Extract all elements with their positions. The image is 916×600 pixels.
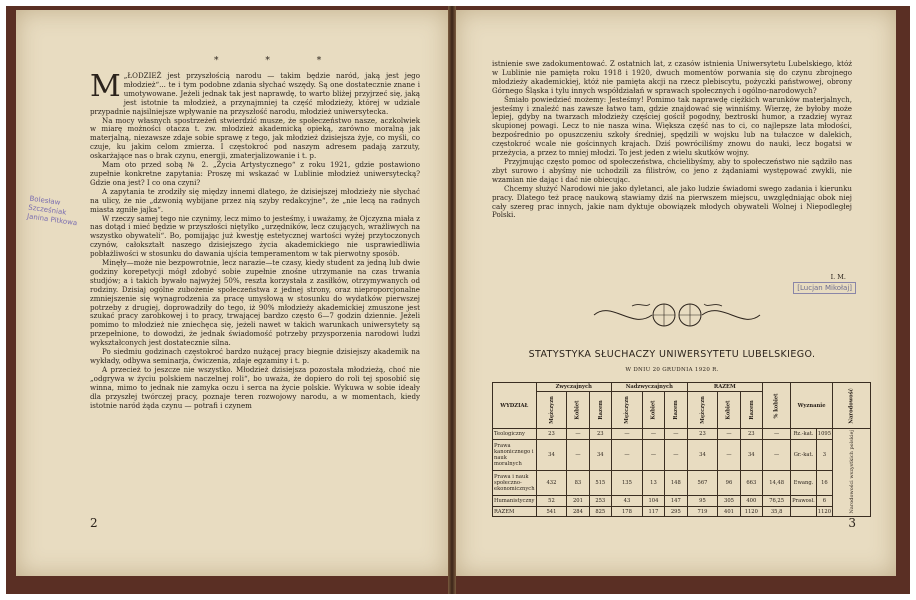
th-wyznanie: Wyznanie	[791, 383, 833, 429]
cell-wyz-val: 16	[816, 471, 832, 496]
cell-z-m: 23	[536, 429, 567, 440]
cell-wyz-val: 6	[816, 496, 832, 507]
cell-z-k: 284	[567, 506, 589, 517]
cell-n-k: —	[642, 439, 664, 471]
cell-n-r: 295	[665, 506, 688, 517]
th-r-k: Kobiet	[718, 392, 740, 429]
handwritten-margin-note: Bolesław Szcześniak Janina Pitkowa	[26, 194, 78, 228]
stats-subtitle: W DNIU 20 GRUDNIA 1920 R.	[625, 367, 719, 373]
cell-n-r: —	[665, 429, 688, 440]
cell-r-k: —	[718, 429, 740, 440]
cell-pct: 35,8	[763, 506, 791, 517]
table-row	[493, 429, 871, 440]
cell-r-k: —	[718, 439, 740, 471]
cell-z-k: 83	[567, 471, 589, 496]
paragraph-3: A zapytania te zrodziły się między innemi dlatego, że dzisiejszej młodzieży nie słychać na ulicy, że nie „dzwonią wybijane przez nią szyby redakcyjne“, że „nie lecą na radnych miasta zgniłe jajka“.	[90, 186, 420, 214]
cell-z-k: 201	[567, 496, 589, 507]
th-n-m: Mężczyzn	[612, 392, 643, 429]
cell-r-m: 719	[687, 506, 718, 517]
top-ornament: * * *	[214, 56, 344, 66]
page-number-left: 2	[90, 516, 98, 530]
cell-wydzial: Prawa kanonicznego i nauk moralnych	[493, 439, 537, 471]
cell-wyz-name: Gr.-kat.	[791, 439, 817, 471]
cell-r-m: 23	[687, 429, 718, 440]
cell-wyz-val: 1120	[816, 506, 832, 517]
left-page	[16, 10, 448, 576]
paragraph-1: Na mocy własnych spostrzeżeń stwierdzić musze, że społeczeństwo nasze, aczkolwiek w miarę możności otacza t. zw. młodzież akademicką opieką, zarówno moralną jak materjalną, niezawsze zdaje sobie sprawę z tego, jak młodzież dzisiejsza żyje, co myśli, co czuje, ku jakim celom zmierza. I częstokroć pod naszym adresem padają zarzuty, oskarżające nas o brak czynu, energji, zmaterjalizowanie i t. p.	[90, 115, 420, 161]
cell-n-k: 13	[642, 471, 664, 496]
right-page	[456, 10, 896, 576]
pencil-annotation: [Lucjan Mikołaj]	[793, 282, 856, 294]
cell-r-r: 1120	[740, 506, 763, 517]
th-group-zwyczajnych: Zwyczajnych	[536, 383, 612, 392]
cell-r-r: 400	[740, 496, 763, 507]
decorative-globe-ornament	[592, 298, 762, 332]
th-z-k: Kobiet	[567, 392, 589, 429]
cell-n-m: 135	[612, 471, 643, 496]
cell-z-m: 541	[536, 506, 567, 517]
cell-z-r: 253	[589, 496, 612, 507]
cell-n-r: —	[665, 439, 688, 471]
cell-n-k: 117	[642, 506, 664, 517]
paragraph-2: Mam oto przed sobą № 2. „Życia Artystycznego“ z roku 1921, gdzie postawiono zupełnie konkretne zapytania: Proszę mi wskazać w Lublinie młodzież uniwersytecką? Gdzie ona jest? I co ona czyni?	[90, 160, 420, 187]
cell-n-m: 43	[612, 496, 643, 507]
cell-z-m: 34	[536, 439, 567, 471]
table-row	[493, 496, 871, 507]
cell-wydzial: RAZEM	[493, 506, 537, 517]
paragraph-0	[90, 69, 420, 117]
cell-n-k: —	[642, 429, 664, 440]
cell-n-m: —	[612, 439, 643, 471]
cell-n-m: 178	[612, 506, 643, 517]
th-z-r: Razem	[589, 392, 612, 429]
th-narodowosc: Narodowość	[833, 383, 871, 429]
table-row	[493, 439, 871, 471]
cell-wydzial: Teologiczny	[493, 429, 537, 440]
cell-pct: —	[763, 429, 791, 440]
page-number-right: 3	[848, 516, 856, 530]
cell-z-r: 825	[589, 506, 612, 517]
author-signature: I. M.	[830, 273, 846, 281]
right-text-column	[492, 60, 852, 220]
cell-n-k: 104	[642, 496, 664, 507]
th-r-r: Razem	[740, 392, 763, 429]
cell-wydzial: Prawa i nauk społeczno-ekonomicznych	[493, 471, 537, 496]
cell-r-k: 96	[718, 471, 740, 496]
book-gutter	[448, 6, 456, 594]
th-wydzial: WYDZIAŁ	[493, 383, 537, 429]
cell-pct: —	[763, 439, 791, 471]
cell-r-r: 663	[740, 471, 763, 496]
cell-z-r: 515	[589, 471, 612, 496]
statistics-table	[492, 382, 871, 517]
cell-r-m: 95	[687, 496, 718, 507]
cell-r-r: 34	[740, 439, 763, 471]
table-row	[493, 471, 871, 496]
cell-r-k: 401	[718, 506, 740, 517]
cell-r-m: 34	[687, 439, 718, 471]
paragraph-0-text: „ŁODZIEŻ jest przyszłością narodu — takim będzie naród, jaką jest jego młodzież“... te i tym podobne zdania słychać wszędy. Są one dostatecznie znane i umotywowane. Jeżeli jednak tak jest naprawdę, to warto bliżej przyjrzeć się, jaką jest istotnie ta młodzież, a przynajmniej ta część młodzieży, której w udziale przypadnie najsilniejsze wpływanie na przyszłość narodu, młodzież uniwersytecka.	[90, 71, 420, 116]
cell-wyz-name: Ewang.	[791, 471, 817, 496]
cell-r-k: 305	[718, 496, 740, 507]
paragraph-7: A przecież to jeszcze nie wszystko. Młodzież dzisiejsza pozostała młodzieżą, choć nie „odgrywa w życiu polskiem naczelnej roli“, bo uważa, że dopiero do roli tej sposobić się winna, mimo to jednak nie zamyka oczu i serca na życie polskie. Wykuwa w sobie ideały dla przyszłej twórczej pracy, poznaje teren rozwojowy narodu, a w momentach, kiedy istotnie naród żąda czynu — potrafi i czynem	[90, 364, 420, 410]
cell-narodowosc-note: Narodowości wszystkich polskiej	[833, 429, 871, 517]
cell-z-k: —	[567, 429, 589, 440]
th-n-r: Razem	[665, 392, 688, 429]
cell-wyz-name	[791, 506, 817, 517]
paragraph-4: W rzeczy samej tego nie czynimy, lecz mimo to jesteśmy, i uważamy, że Ojczyzna miała z nas dotąd i mieć będzie w przyszłości niętylko „urzędników, lecz czujących, wrażliwych na wszystko obywateli“. Bo, pomijając już kwestję estetycznej wartości wyżej przytoczonych czynów, całokształt naszego dzisiejszego życia akademickiego nie usprawiedliwia pobłażliwości w stosunku do dawania ujścia temperamentom w tak pierwotny sposób.	[90, 213, 420, 259]
r-paragraph-3: Chcemy służyć Narodowi nie jako dyletanci, ale jako ludzie świadomi swego zadania i kierunku pracy. Dlatego też pracę naukową stawiamy dziś na pierwszem miejscu, uwzględniając obok niej cały szereg prac innych, jakie nam dyktuje obowiązek młodych obywateli Wolnej i Niepodległej Polski.	[492, 183, 852, 220]
table-body	[493, 429, 871, 517]
cell-n-r: 147	[665, 496, 688, 507]
cell-pct: 76,25	[763, 496, 791, 507]
cell-z-k: —	[567, 439, 589, 471]
r-paragraph-2: Przyjmując często pomoc od społeczeństwa, chcielibyśmy, aby to społeczeństwo nie sądziło nas zbyt surowo i abyśmy nie uchodzili za filistrów, co jeno z żądaniami występować zwykli, nie wzamian nie dając i dać nie obiecując.	[492, 156, 852, 184]
th-group-nadzwyczajnych: Nadzwyczajnych	[612, 383, 688, 392]
cell-wyz-val: 3	[816, 439, 832, 471]
cell-wydzial: Humanistyczny	[493, 496, 537, 507]
cell-wyz-val: 1095	[816, 429, 832, 440]
th-z-m: Mężczyzn	[536, 392, 567, 429]
th-r-m: Mężczyzn	[687, 392, 718, 429]
cell-r-m: 567	[687, 471, 718, 496]
cell-z-r: 23	[589, 429, 612, 440]
cell-z-r: 34	[589, 439, 612, 471]
th-pct-kobiet: % kobiet	[763, 383, 791, 429]
th-group-razem: RAZEM	[687, 383, 763, 392]
cell-r-r: 23	[740, 429, 763, 440]
cell-n-r: 148	[665, 471, 688, 496]
table-header-row-1	[493, 383, 871, 392]
table-row	[493, 506, 871, 517]
cell-wyz-name: Rz.-kat.	[791, 429, 817, 440]
r-paragraph-1: Śmiało powiedzieć możemy: Jesteśmy! Pomimo tak naprawdę ciężkich warunków materjalnych, jesteśmy i znaleźć nas zawsze łatwo tam, gdzie znajdować się winniśmy. Wierzę, że byłoby może lepiej, gdyby na twarzach młodzieży częściej gościł pogodny, beztroski humor, a rzadziej wyraz skupionej powagi. Lecz to nie nasza wina. Większa część nas to ci, co najlepsze lata młodości, bezpośrednio po opuszczeniu szkoły średniej, spędzili w wojsku lub na tułaczce w dalekich, częstokroć wcale nie gościnnych krajach. Dziś powróciliśmy znowu do nauki, lecz bogatsi w przeżycia, a przez to mniej młodzi. To jest jeden z wielu skutków wojny.	[492, 94, 852, 158]
left-text-column	[90, 69, 420, 410]
cell-z-m: 52	[536, 496, 567, 507]
dropcap: M	[90, 69, 121, 104]
cell-z-m: 432	[536, 471, 567, 496]
paragraph-5: Minęły—może nie bezpowrotnie, lecz narazie—te czasy, kiedy student za jedną lub dwie godziny korepetycji mógł zdobyć sobie zupełnie znośne utrzymanie na czas trwania studjów; a i takich bywało najwyżej 50%, reszta korzystała z zasiłków, otrzymywanych od rodziny. Dzisiaj ogólne zubożenie społeczeństwa z jednej strony, oraz nieproporcjonalne zmniejszenie się wynagrodzenia za pracę umysłową w stosunku do wydatków pierwszej potrzeby z drugiej, doprowadziły do tego, iż 90% młodzieży akademickiej zmuszone jest szukać pracy zarobkowej i to pracy, trwającej bardzo często 6—7 godzin dziennie. Jeżeli pomimo to młodzież nie zniechęca się, jeżeli nawet w takich warunkach uniwersytety są przepełnione, to dowodzi, że jednak świadomość potrzeby przysporzenia narodowi ludzi wykształconych jest dostatecznie silna.	[90, 258, 420, 348]
cell-pct: 14,48	[763, 471, 791, 496]
r-paragraph-0: istnienie swe zadokumentować. Z ostatnich lat, z czasów istnienia Uniwersytetu Lubelskiego, któż w Lublinie nie pamięta roku 1918 i 1920, dwuch momentów porwania się do czynu zbrojnego młodzieży akademickiej, któż nie pamięta akcji na rzecz plebiscytu, pożyczki państwowej, obrony Górnego Śląska i tylu innych współdziałań w sprawach społecznych i ogólno-narodowych?	[492, 59, 852, 95]
cell-n-m: —	[612, 429, 643, 440]
stats-title: STATYSTYKA SŁUCHACZY UNIWERSYTETU LUBELSKIEGO.	[528, 349, 816, 360]
th-n-k: Kobiet	[642, 392, 664, 429]
paragraph-6: Po siedmiu godzinach częstokroć bardzo nużącej pracy biegnie dzisiejszy akademik na wykłady, odbywa seminarja, ćwiczenia, zdaje egzaminy i t. p.	[90, 347, 420, 365]
cell-wyz-name: Prawosł.	[791, 496, 817, 507]
